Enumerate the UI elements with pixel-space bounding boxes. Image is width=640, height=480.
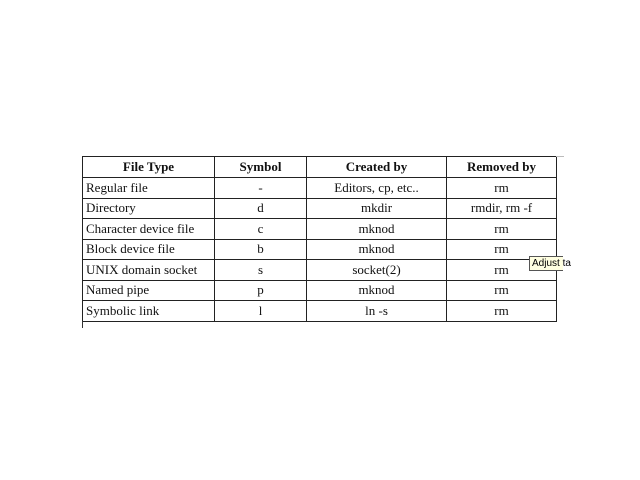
table-cell[interactable]: rm <box>447 178 557 199</box>
table-row <box>83 301 557 322</box>
table-header-row <box>83 157 557 178</box>
table-cell[interactable]: p <box>215 280 307 301</box>
table-cell[interactable]: Regular file <box>83 178 215 199</box>
header-file-type[interactable]: File Type <box>83 157 215 178</box>
table-cell[interactable]: rm <box>447 280 557 301</box>
header-symbol[interactable]: Symbol <box>215 157 307 178</box>
table-cell[interactable]: socket(2) <box>307 260 447 281</box>
table-row <box>83 178 557 199</box>
table-cell[interactable]: UNIX domain socket <box>83 260 215 281</box>
table-row <box>83 239 557 260</box>
table-cell[interactable]: Directory <box>83 198 215 219</box>
table-row <box>83 219 557 240</box>
table-row <box>83 260 557 281</box>
table-cell[interactable]: Editors, cp, etc.. <box>307 178 447 199</box>
file-types-table[interactable] <box>82 156 557 322</box>
table-cell[interactable]: mknod <box>307 280 447 301</box>
header-created-by[interactable]: Created by <box>307 157 447 178</box>
table-cell[interactable]: Symbolic link <box>83 301 215 322</box>
header-removed-by[interactable]: Removed by <box>447 157 557 178</box>
table-cell[interactable]: rm <box>447 260 557 281</box>
table-cell[interactable]: mknod <box>307 219 447 240</box>
table-cell[interactable]: rmdir, rm -f <box>447 198 557 219</box>
tooltip-text: Adjust ta <box>532 258 571 269</box>
table-cell[interactable]: - <box>215 178 307 199</box>
table-cell[interactable]: d <box>215 198 307 219</box>
table-cell[interactable]: s <box>215 260 307 281</box>
adjust-table-tooltip <box>529 256 571 271</box>
table-cell[interactable]: mknod <box>307 239 447 260</box>
table-cell[interactable]: Character device file <box>83 219 215 240</box>
table-cell[interactable]: rm <box>447 239 557 260</box>
table-cell[interactable]: Named pipe <box>83 280 215 301</box>
table-cell[interactable]: l <box>215 301 307 322</box>
table-cell[interactable]: Block device file <box>83 239 215 260</box>
table-cell[interactable]: rm <box>447 219 557 240</box>
table-cell[interactable]: rm <box>447 301 557 322</box>
table-row <box>83 280 557 301</box>
table-cell[interactable]: ln -s <box>307 301 447 322</box>
table-cell[interactable]: c <box>215 219 307 240</box>
table-edge-guide <box>556 156 564 157</box>
text-cursor <box>82 321 83 328</box>
table-cell[interactable]: mkdir <box>307 198 447 219</box>
table-cell[interactable]: b <box>215 239 307 260</box>
table-row <box>83 198 557 219</box>
